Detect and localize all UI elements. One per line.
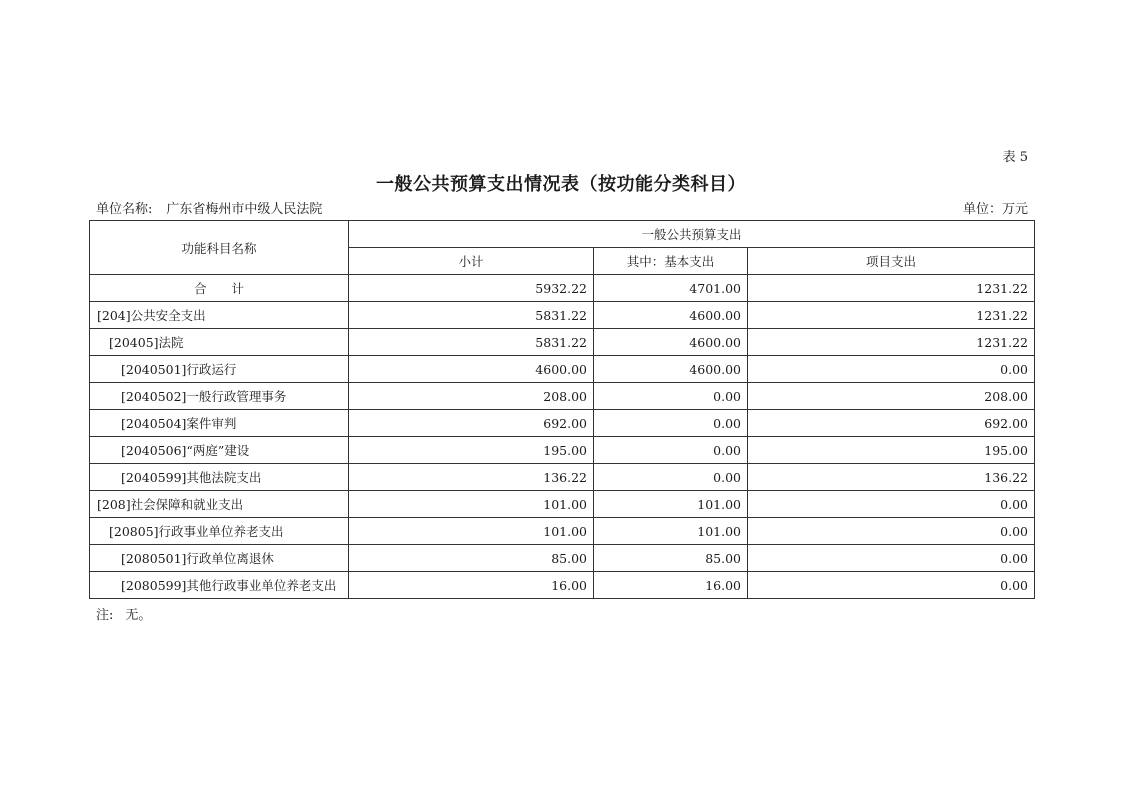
header-general-budget: 一般公共预算支出 [349,221,1035,248]
row-basic: 4600.00 [594,302,748,329]
row-basic: 4600.00 [594,356,748,383]
unit-line [96,198,1028,216]
row-project: 692.00 [748,410,1035,437]
row-basic: 4600.00 [594,329,748,356]
organization-name: 广东省梅州市中级人民法院 [166,202,323,217]
table-row [90,383,1035,410]
row-name: 合 计 [90,275,349,302]
table-row [90,329,1035,356]
row-name: [2080501]行政单位离退休 [90,545,349,572]
table-row-total [90,275,1035,302]
row-subtotal: 4600.00 [349,356,594,383]
header-row-1 [90,221,1035,248]
row-basic: 4701.00 [594,275,748,302]
money-unit: 单位：万元 [962,202,1028,217]
row-basic: 85.00 [594,545,748,572]
row-basic: 0.00 [594,464,748,491]
row-name: [2040599]其他法院支出 [90,464,349,491]
header-basic-expense: 其中：基本支出 [594,248,748,275]
footnote-text: 无。 [125,608,152,623]
table-row [90,410,1035,437]
row-basic: 0.00 [594,437,748,464]
table-number: 表 5 [1002,150,1028,165]
row-subtotal: 101.00 [349,518,594,545]
row-name: [2080599]其他行政事业单位养老支出 [90,572,349,599]
row-basic: 0.00 [594,383,748,410]
row-subtotal: 195.00 [349,437,594,464]
row-name: [2040504]案件审判 [90,410,349,437]
header-function-name: 功能科目名称 [90,221,349,275]
row-subtotal: 136.22 [349,464,594,491]
header-subtotal: 小计 [349,248,594,275]
row-project: 136.22 [748,464,1035,491]
table-row [90,356,1035,383]
table-row [90,545,1035,572]
row-name: [208]社会保障和就业支出 [90,491,349,518]
row-project: 1231.22 [748,275,1035,302]
row-project: 0.00 [748,356,1035,383]
row-basic: 16.00 [594,572,748,599]
row-project: 0.00 [748,572,1035,599]
row-name: [20805]行政事业单位养老支出 [90,518,349,545]
row-basic: 0.00 [594,410,748,437]
row-project: 0.00 [748,491,1035,518]
row-name: [204]公共安全支出 [90,302,349,329]
table-row [90,437,1035,464]
document-title: 一般公共预算支出情况表（按功能分类科目） [376,174,746,195]
row-subtotal: 5831.22 [349,302,594,329]
row-project: 208.00 [748,383,1035,410]
table-row [90,302,1035,329]
row-project: 195.00 [748,437,1035,464]
row-subtotal: 16.00 [349,572,594,599]
organization [96,198,322,217]
row-basic: 101.00 [594,491,748,518]
table-row [90,572,1035,599]
budget-table [89,220,1035,599]
row-name: [2040501]行政运行 [90,356,349,383]
row-project: 0.00 [748,545,1035,572]
table-row [90,464,1035,491]
row-project: 0.00 [748,518,1035,545]
row-subtotal: 5831.22 [349,329,594,356]
row-subtotal: 85.00 [349,545,594,572]
row-name: [2040506]“两庭”建设 [90,437,349,464]
header-project-expense: 项目支出 [748,248,1035,275]
row-name: [2040502]一般行政管理事务 [90,383,349,410]
row-subtotal: 101.00 [349,491,594,518]
footnote-label: 注: [96,608,114,623]
organization-label: 单位名称: [96,202,153,217]
table-row [90,491,1035,518]
row-basic: 101.00 [594,518,748,545]
row-subtotal: 5932.22 [349,275,594,302]
table-row [90,518,1035,545]
row-subtotal: 208.00 [349,383,594,410]
row-project: 1231.22 [748,329,1035,356]
row-subtotal: 692.00 [349,410,594,437]
row-name: [20405]法院 [90,329,349,356]
footnote [96,604,151,623]
row-project: 1231.22 [748,302,1035,329]
